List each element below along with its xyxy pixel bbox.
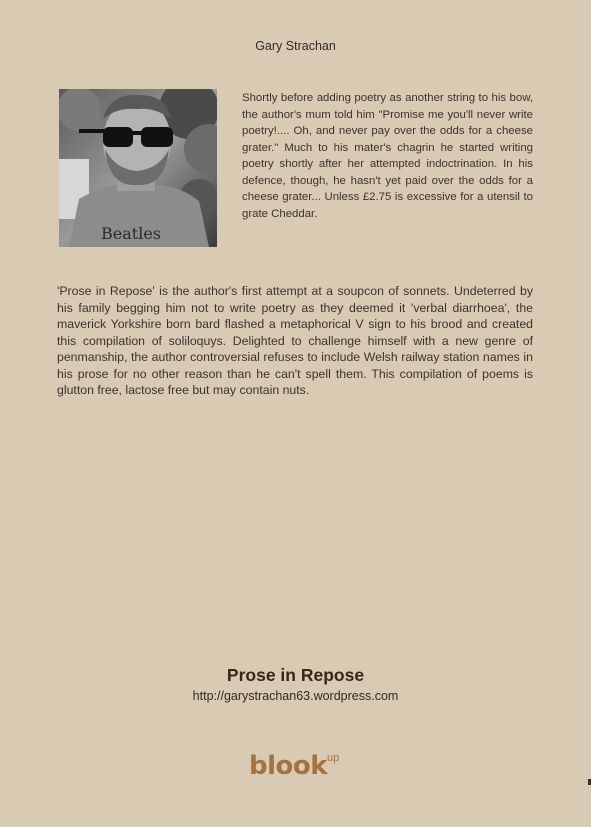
book-blurb: 'Prose in Repose' is the author's first attempt at a soupcon of sonnets. Undeterred by his family begging him not to write poetry as they deemed it 'verbal diarrhoea', the maverick Yorkshire born bard flashed a metaphorical V sign to his brood and created this compilation of soliloquys. Delighted to challenge himself with a new genre of penmanship, the author controversial refuses to include Welsh railway station names in his prose for no other reason than he can't spell them. This compilation of poems is glutton free, lactose free but may contain nuts. <box>57 284 533 397</box>
book-title: Prose in Repose <box>226 665 365 685</box>
author-photo <box>59 89 217 247</box>
svg-text:Beatles: Beatles <box>101 224 161 243</box>
logo-superscript: up <box>327 752 340 764</box>
book-url[interactable]: http://garystrachan63.wordpress.com <box>192 689 399 703</box>
author-bio: Shortly before adding poetry as another string to his bow, the author's mum told him "Promise me you'll never write poetry!.... Oh, and never pay over the odds for a cheese grater." Much to his mater's chagrin he started writing poetry shortly after her attempted indoctrination. In his defence, though, he hasn't yet paid over the odds for a cheese grater... Unless £2.75 is excessive for a utensil to grate Cheddar. <box>242 92 533 220</box>
logo-text: blook <box>249 751 328 781</box>
author-name: Gary Strachan <box>255 39 336 53</box>
author-portrait-icon <box>59 89 217 247</box>
blookup-logo <box>249 751 340 783</box>
